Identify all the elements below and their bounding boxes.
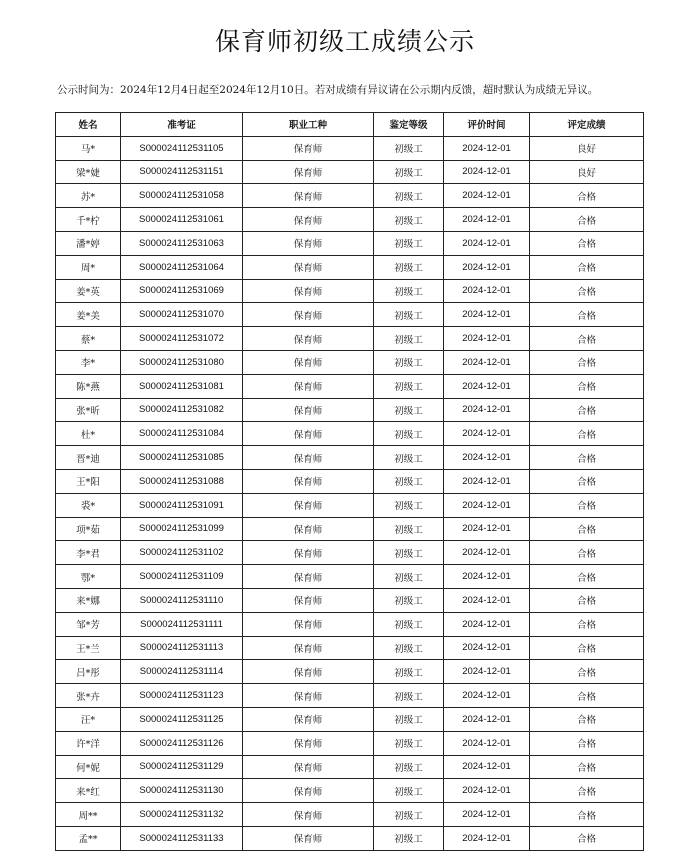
table-header-row: [56, 113, 644, 137]
cell-level: 初级工: [374, 136, 444, 160]
cell-name: 项*茹: [56, 517, 121, 541]
cell-result: 合格: [530, 208, 644, 232]
cell-occupation: 保育师: [243, 136, 374, 160]
cell-eval-date: 2024-12-01: [444, 160, 530, 184]
cell-ticket-number: S000024112531082: [121, 398, 243, 422]
cell-ticket-number: S000024112531151: [121, 160, 243, 184]
cell-ticket-number: S000024112531102: [121, 541, 243, 565]
cell-occupation: 保育师: [243, 279, 374, 303]
cell-occupation: 保育师: [243, 446, 374, 470]
cell-level: 初级工: [374, 422, 444, 446]
cell-result: 合格: [530, 255, 644, 279]
cell-name: 王*阳: [56, 469, 121, 493]
cell-ticket-number: S000024112531132: [121, 803, 243, 827]
cell-name: 姜*英: [56, 279, 121, 303]
cell-name: 鄂*: [56, 565, 121, 589]
cell-level: 初级工: [374, 731, 444, 755]
cell-ticket-number: S000024112531085: [121, 446, 243, 470]
cell-occupation: 保育师: [243, 731, 374, 755]
cell-eval-date: 2024-12-01: [444, 588, 530, 612]
table-row: [56, 279, 644, 303]
cell-level: 初级工: [374, 184, 444, 208]
cell-eval-date: 2024-12-01: [444, 565, 530, 589]
header-result: 评定成绩: [530, 113, 644, 137]
cell-occupation: 保育师: [243, 826, 374, 850]
cell-eval-date: 2024-12-01: [444, 660, 530, 684]
cell-name: 张*昕: [56, 398, 121, 422]
cell-name: 来*红: [56, 779, 121, 803]
cell-occupation: 保育师: [243, 350, 374, 374]
results-table: [55, 112, 644, 851]
table-row: [56, 160, 644, 184]
cell-result: 良好: [530, 160, 644, 184]
cell-ticket-number: S000024112531061: [121, 208, 243, 232]
cell-eval-date: 2024-12-01: [444, 446, 530, 470]
cell-name: 姜*美: [56, 303, 121, 327]
cell-ticket-number: S000024112531091: [121, 493, 243, 517]
cell-eval-date: 2024-12-01: [444, 184, 530, 208]
cell-result: 合格: [530, 779, 644, 803]
header-level: 鉴定等级: [374, 113, 444, 137]
cell-occupation: 保育师: [243, 184, 374, 208]
cell-ticket-number: S000024112531069: [121, 279, 243, 303]
cell-level: 初级工: [374, 684, 444, 708]
cell-result: 合格: [530, 184, 644, 208]
table-row: [56, 136, 644, 160]
cell-result: 合格: [530, 231, 644, 255]
cell-occupation: 保育师: [243, 398, 374, 422]
table-row: [56, 803, 644, 827]
cell-level: 初级工: [374, 803, 444, 827]
cell-name: 周**: [56, 803, 121, 827]
cell-eval-date: 2024-12-01: [444, 612, 530, 636]
cell-name: 陈*燕: [56, 374, 121, 398]
cell-ticket-number: S000024112531133: [121, 826, 243, 850]
table-row: [56, 231, 644, 255]
cell-ticket-number: S000024112531105: [121, 136, 243, 160]
cell-eval-date: 2024-12-01: [444, 755, 530, 779]
cell-occupation: 保育师: [243, 707, 374, 731]
cell-ticket-number: S000024112531111: [121, 612, 243, 636]
cell-result: 合格: [530, 493, 644, 517]
table-row: [56, 684, 644, 708]
table-row: [56, 327, 644, 351]
header-occupation: 职业工种: [243, 113, 374, 137]
cell-occupation: 保育师: [243, 208, 374, 232]
cell-result: 合格: [530, 374, 644, 398]
cell-ticket-number: S000024112531125: [121, 707, 243, 731]
cell-level: 初级工: [374, 303, 444, 327]
table-row: [56, 517, 644, 541]
cell-occupation: 保育师: [243, 684, 374, 708]
cell-result: 合格: [530, 612, 644, 636]
table-row: [56, 184, 644, 208]
notice-text: 公示时间为：2024年12月4日起至2024年12月10日。若对成绩有异议请在公示期内反馈，超时默认为成绩无异议。: [57, 84, 599, 96]
cell-occupation: 保育师: [243, 779, 374, 803]
header-name: 姓名: [56, 113, 121, 137]
table-row: [56, 588, 644, 612]
table-row: [56, 755, 644, 779]
cell-eval-date: 2024-12-01: [444, 541, 530, 565]
cell-eval-date: 2024-12-01: [444, 398, 530, 422]
cell-eval-date: 2024-12-01: [444, 493, 530, 517]
cell-level: 初级工: [374, 446, 444, 470]
cell-ticket-number: S000024112531063: [121, 231, 243, 255]
cell-occupation: 保育师: [243, 493, 374, 517]
table-row: [56, 208, 644, 232]
cell-occupation: 保育师: [243, 636, 374, 660]
cell-name: 何*妮: [56, 755, 121, 779]
cell-occupation: 保育师: [243, 303, 374, 327]
cell-ticket-number: S000024112531113: [121, 636, 243, 660]
cell-result: 合格: [530, 636, 644, 660]
header-ticket-number: 准考证: [121, 113, 243, 137]
page-title: 保育师初级工成绩公示: [214, 27, 475, 56]
table-row: [56, 731, 644, 755]
cell-name: 蔡*: [56, 327, 121, 351]
table-row: [56, 636, 644, 660]
cell-level: 初级工: [374, 612, 444, 636]
cell-name: 吕*彤: [56, 660, 121, 684]
cell-result: 合格: [530, 517, 644, 541]
table-row: [56, 826, 644, 850]
cell-level: 初级工: [374, 541, 444, 565]
cell-result: 合格: [530, 279, 644, 303]
cell-level: 初级工: [374, 160, 444, 184]
cell-ticket-number: S000024112531084: [121, 422, 243, 446]
cell-ticket-number: S000024112531088: [121, 469, 243, 493]
cell-result: 合格: [530, 565, 644, 589]
cell-eval-date: 2024-12-01: [444, 327, 530, 351]
cell-result: 合格: [530, 731, 644, 755]
cell-name: 杜*: [56, 422, 121, 446]
cell-level: 初级工: [374, 279, 444, 303]
table-row: [56, 565, 644, 589]
cell-eval-date: 2024-12-01: [444, 731, 530, 755]
cell-occupation: 保育师: [243, 517, 374, 541]
cell-result: 合格: [530, 469, 644, 493]
cell-level: 初级工: [374, 374, 444, 398]
cell-level: 初级工: [374, 208, 444, 232]
cell-level: 初级工: [374, 231, 444, 255]
cell-ticket-number: S000024112531070: [121, 303, 243, 327]
cell-name: 裘*: [56, 493, 121, 517]
cell-result: 合格: [530, 684, 644, 708]
cell-result: 合格: [530, 803, 644, 827]
cell-level: 初级工: [374, 755, 444, 779]
cell-eval-date: 2024-12-01: [444, 231, 530, 255]
cell-ticket-number: S000024112531081: [121, 374, 243, 398]
cell-name: 周*: [56, 255, 121, 279]
cell-ticket-number: S000024112531129: [121, 755, 243, 779]
cell-result: 合格: [530, 588, 644, 612]
cell-name: 孟**: [56, 826, 121, 850]
cell-eval-date: 2024-12-01: [444, 707, 530, 731]
cell-name: 千*柠: [56, 208, 121, 232]
cell-occupation: 保育师: [243, 755, 374, 779]
cell-ticket-number: S000024112531114: [121, 660, 243, 684]
cell-result: 合格: [530, 541, 644, 565]
cell-level: 初级工: [374, 779, 444, 803]
cell-level: 初级工: [374, 636, 444, 660]
cell-eval-date: 2024-12-01: [444, 303, 530, 327]
cell-result: 合格: [530, 755, 644, 779]
cell-name: 张*卉: [56, 684, 121, 708]
cell-ticket-number: S000024112531058: [121, 184, 243, 208]
cell-level: 初级工: [374, 707, 444, 731]
cell-level: 初级工: [374, 826, 444, 850]
table-row: [56, 398, 644, 422]
cell-result: 合格: [530, 660, 644, 684]
table-row: [56, 612, 644, 636]
cell-eval-date: 2024-12-01: [444, 779, 530, 803]
cell-name: 李*: [56, 350, 121, 374]
cell-name: 李*君: [56, 541, 121, 565]
cell-level: 初级工: [374, 660, 444, 684]
table-row: [56, 707, 644, 731]
cell-name: 潘*婷: [56, 231, 121, 255]
cell-result: 合格: [530, 707, 644, 731]
cell-eval-date: 2024-12-01: [444, 374, 530, 398]
cell-result: 合格: [530, 422, 644, 446]
cell-ticket-number: S000024112531099: [121, 517, 243, 541]
header-eval-date: 评价时间: [444, 113, 530, 137]
cell-level: 初级工: [374, 517, 444, 541]
cell-eval-date: 2024-12-01: [444, 469, 530, 493]
cell-occupation: 保育师: [243, 255, 374, 279]
cell-ticket-number: S000024112531130: [121, 779, 243, 803]
table-row: [56, 303, 644, 327]
cell-eval-date: 2024-12-01: [444, 136, 530, 160]
cell-result: 合格: [530, 327, 644, 351]
table-row: [56, 446, 644, 470]
cell-result: 良好: [530, 136, 644, 160]
cell-name: 来*娜: [56, 588, 121, 612]
cell-occupation: 保育师: [243, 469, 374, 493]
cell-occupation: 保育师: [243, 160, 374, 184]
cell-eval-date: 2024-12-01: [444, 826, 530, 850]
cell-ticket-number: S000024112531080: [121, 350, 243, 374]
cell-eval-date: 2024-12-01: [444, 517, 530, 541]
cell-level: 初级工: [374, 588, 444, 612]
cell-name: 晋*迪: [56, 446, 121, 470]
cell-eval-date: 2024-12-01: [444, 255, 530, 279]
cell-ticket-number: S000024112531110: [121, 588, 243, 612]
cell-eval-date: 2024-12-01: [444, 636, 530, 660]
cell-eval-date: 2024-12-01: [444, 803, 530, 827]
cell-ticket-number: S000024112531126: [121, 731, 243, 755]
cell-name: 梁*婕: [56, 160, 121, 184]
table-row: [56, 255, 644, 279]
cell-occupation: 保育师: [243, 588, 374, 612]
cell-eval-date: 2024-12-01: [444, 684, 530, 708]
table-row: [56, 660, 644, 684]
table-row: [56, 469, 644, 493]
cell-eval-date: 2024-12-01: [444, 350, 530, 374]
table-row: [56, 779, 644, 803]
cell-name: 许*洋: [56, 731, 121, 755]
cell-result: 合格: [530, 350, 644, 374]
cell-occupation: 保育师: [243, 660, 374, 684]
cell-ticket-number: S000024112531109: [121, 565, 243, 589]
cell-occupation: 保育师: [243, 374, 374, 398]
table-row: [56, 541, 644, 565]
cell-level: 初级工: [374, 469, 444, 493]
cell-result: 合格: [530, 398, 644, 422]
cell-name: 邹*芳: [56, 612, 121, 636]
table-row: [56, 374, 644, 398]
cell-eval-date: 2024-12-01: [444, 422, 530, 446]
table-row: [56, 422, 644, 446]
cell-result: 合格: [530, 446, 644, 470]
cell-name: 苏*: [56, 184, 121, 208]
cell-occupation: 保育师: [243, 541, 374, 565]
cell-name: 汪*: [56, 707, 121, 731]
cell-eval-date: 2024-12-01: [444, 208, 530, 232]
cell-name: 王*兰: [56, 636, 121, 660]
cell-result: 合格: [530, 826, 644, 850]
cell-level: 初级工: [374, 398, 444, 422]
cell-name: 马*: [56, 136, 121, 160]
cell-ticket-number: S000024112531064: [121, 255, 243, 279]
cell-level: 初级工: [374, 255, 444, 279]
cell-eval-date: 2024-12-01: [444, 279, 530, 303]
cell-level: 初级工: [374, 327, 444, 351]
cell-ticket-number: S000024112531072: [121, 327, 243, 351]
cell-occupation: 保育师: [243, 327, 374, 351]
table-row: [56, 493, 644, 517]
cell-level: 初级工: [374, 493, 444, 517]
cell-occupation: 保育师: [243, 612, 374, 636]
cell-occupation: 保育师: [243, 231, 374, 255]
cell-level: 初级工: [374, 350, 444, 374]
cell-ticket-number: S000024112531123: [121, 684, 243, 708]
table-row: [56, 350, 644, 374]
cell-result: 合格: [530, 303, 644, 327]
cell-level: 初级工: [374, 565, 444, 589]
cell-occupation: 保育师: [243, 803, 374, 827]
cell-occupation: 保育师: [243, 565, 374, 589]
cell-occupation: 保育师: [243, 422, 374, 446]
